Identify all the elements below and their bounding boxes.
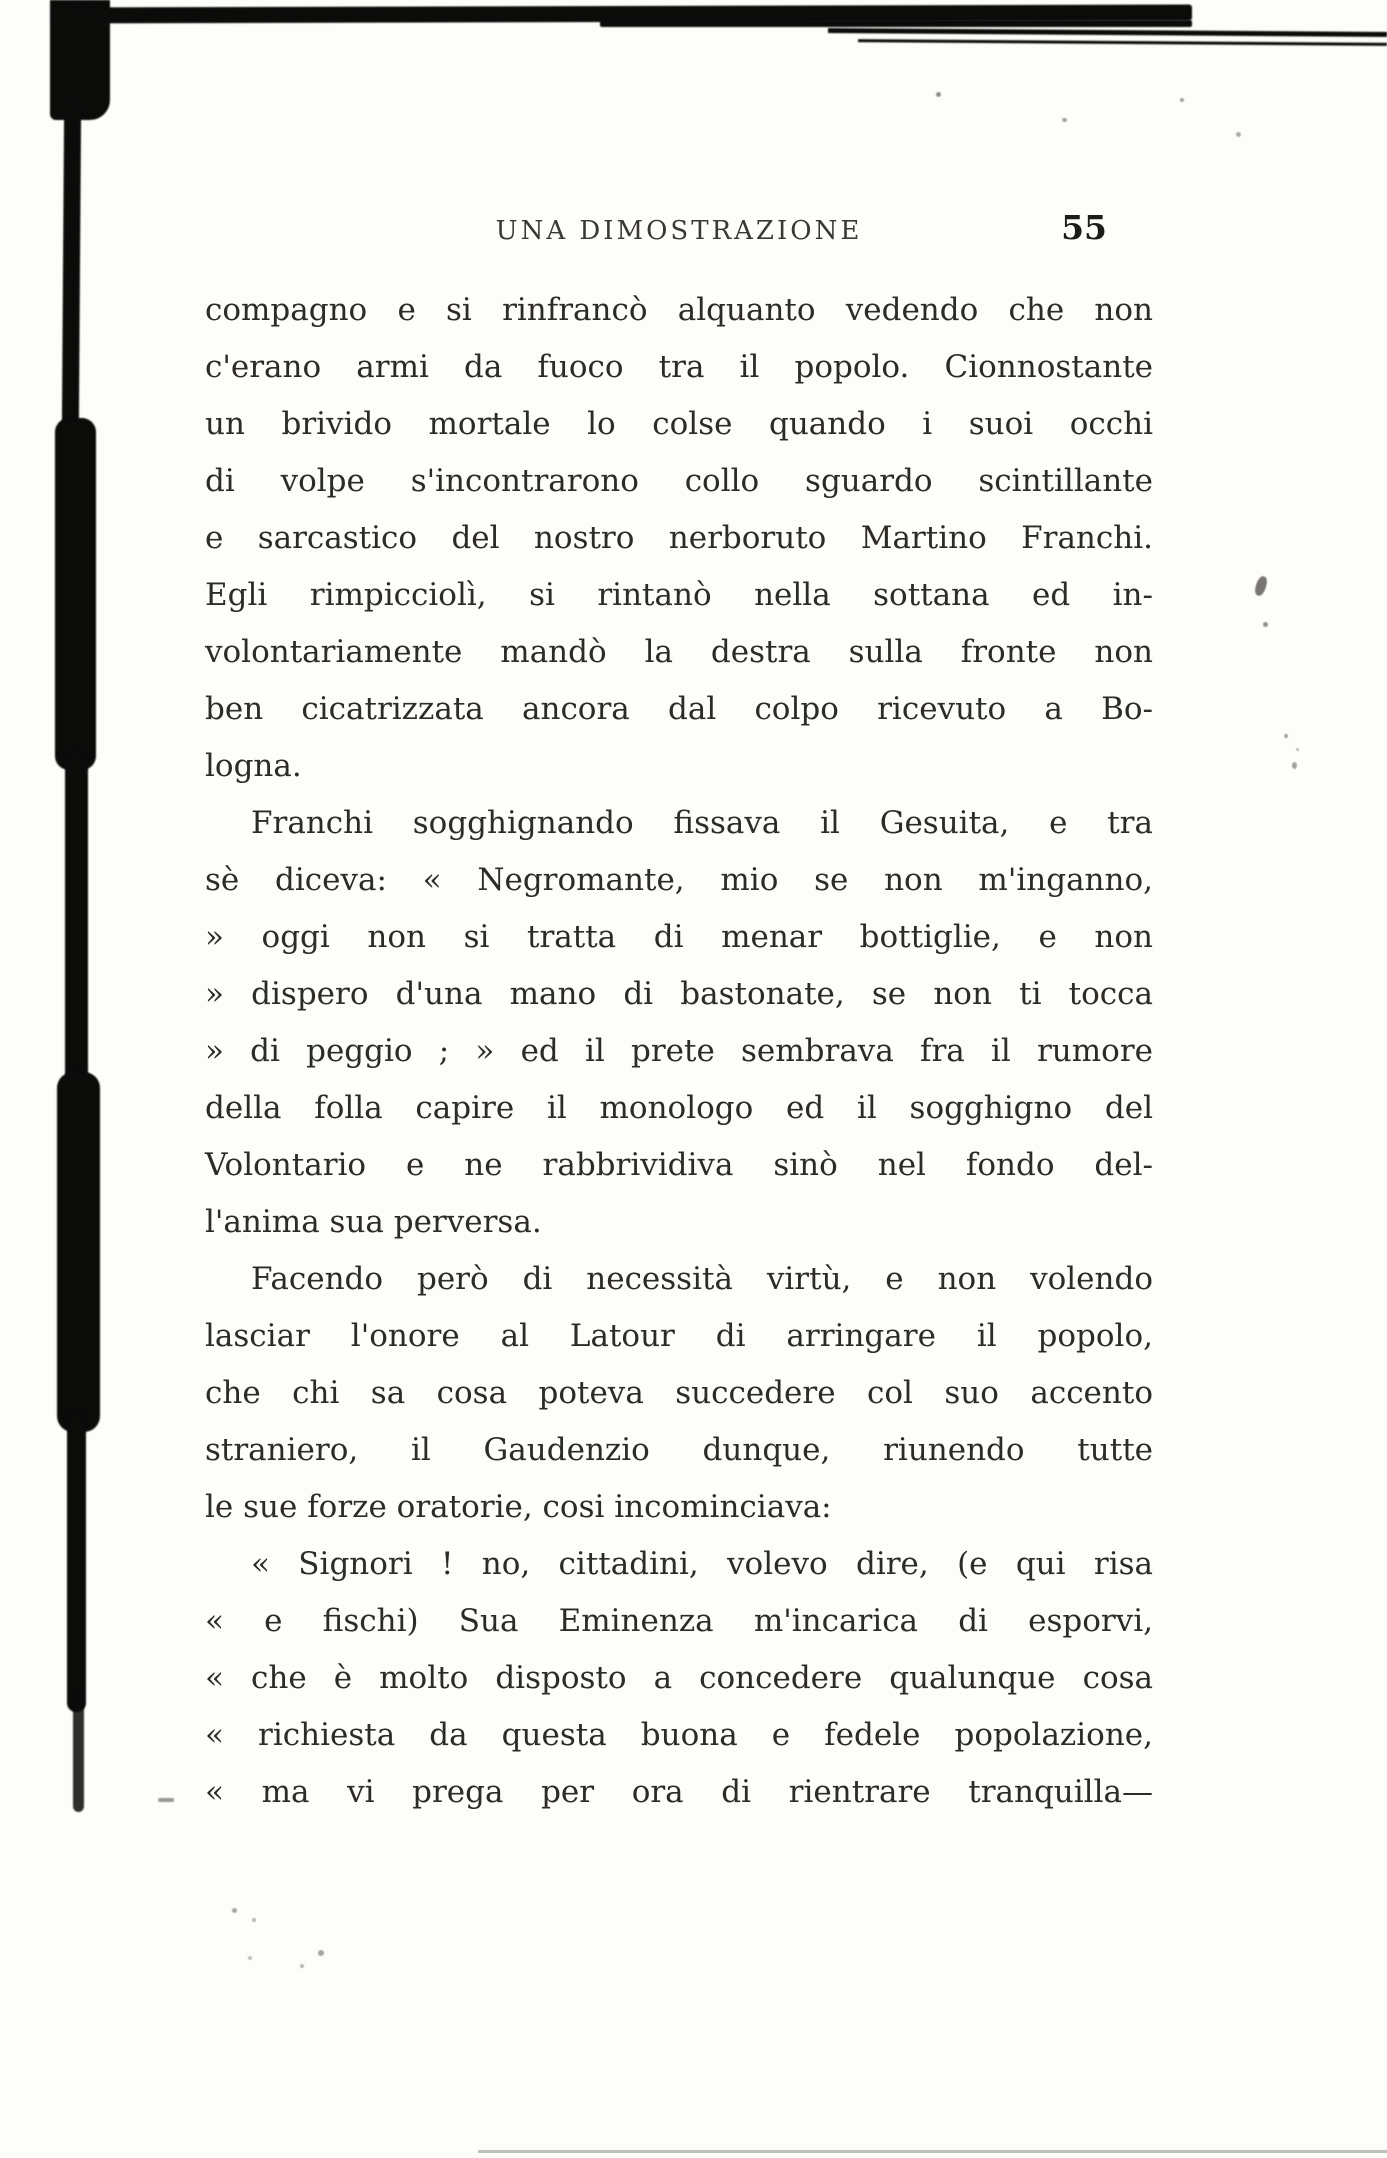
- text-line: Egli rimpicciolì, si rintanò nella sottana ed in-: [205, 577, 1153, 613]
- ink-speck: [318, 1950, 324, 1956]
- scan-edge-artifact: [55, 418, 96, 770]
- chapter-running-title: UNA DIMOSTRAZIONE: [495, 216, 863, 246]
- text-line: lasciar l'onore al Latour di arringare il popolo,: [205, 1318, 1153, 1354]
- scan-edge-artifact: [62, 102, 81, 432]
- running-header: [205, 208, 1153, 247]
- paragraph: [205, 1536, 1153, 1821]
- text-line: « e fischi) Sua Eminenza m'incarica di esporvi,: [205, 1603, 1153, 1639]
- text-line: » dispero d'una mano di bastonate, se non ti tocca: [205, 976, 1153, 1012]
- text-line: ben cicatrizzata ancora dal colpo ricevuto a Bo-: [205, 691, 1153, 727]
- scan-edge-artifact: [65, 752, 88, 1088]
- text-line: logna.: [205, 748, 302, 784]
- scan-edge-artifact: [73, 1692, 84, 1812]
- text-line: e sarcastico del nostro nerboruto Martino Franchi.: [205, 520, 1153, 556]
- text-line: straniero, il Gaudenzio dunque, riunendo tutte: [205, 1432, 1153, 1468]
- text-line: l'anima sua perversa.: [205, 1204, 542, 1240]
- ink-speck: [252, 1918, 256, 1922]
- text-line: un brivido mortale lo colse quando i suoi occhi: [205, 406, 1153, 442]
- text-line: Franchi sogghignando fissava il Gesuita, e tra: [251, 805, 1153, 841]
- text-line: « che è molto disposto a concedere qualunque cosa: [205, 1660, 1153, 1696]
- text-line: compagno e si rinfrancò alquanto vedendo che non: [205, 292, 1153, 328]
- text-line: che chi sa cosa poteva succedere col suo accento: [205, 1375, 1153, 1411]
- text-line: Facendo però di necessità virtù, e non volendo: [251, 1261, 1153, 1297]
- ink-speck: [158, 1798, 174, 1802]
- page-number: 55: [1061, 208, 1107, 247]
- scan-edge-artifact: [57, 1072, 100, 1432]
- ink-speck: [1236, 132, 1241, 137]
- text-line: le sue forze oratorie, cosi incominciava:: [205, 1489, 832, 1525]
- ink-mark: [1253, 575, 1269, 597]
- text-line: « Signori ! no, cittadini, volevo dire, (e qui risa: [251, 1546, 1153, 1582]
- ink-speck: [300, 1964, 304, 1968]
- text-block: [205, 282, 1153, 1821]
- text-line: « ma vi prega per ora di rientrare tranquilla—: [205, 1774, 1153, 1810]
- text-line: » di peggio ; » ed il prete sembrava fra il rumore: [205, 1033, 1153, 1069]
- paragraph: [205, 1251, 1153, 1536]
- scan-top-line: [858, 39, 1387, 46]
- scan-edge-artifact: [67, 1412, 86, 1712]
- text-line: » oggi non si tratta di menar bottiglie, e non: [205, 919, 1153, 955]
- ink-speck: [1180, 98, 1184, 102]
- text-line: sè diceva: « Negromante, mio se non m'inganno,: [205, 862, 1153, 898]
- text-line: Volontario e ne rabbrividiva sinò nel fondo del-: [205, 1147, 1153, 1183]
- scan-top-line: [828, 28, 1387, 37]
- ink-speck: [1284, 734, 1288, 738]
- text-line: volontariamente mandò la destra sulla fronte non: [205, 634, 1153, 670]
- paragraph: [205, 795, 1153, 1251]
- text-line: « richiesta da questa buona e fedele popolazione,: [205, 1717, 1153, 1753]
- ink-speck: [232, 1908, 237, 1913]
- text-line: c'erano armi da fuoco tra il popolo. Cionnostante: [205, 349, 1153, 385]
- text-line: di volpe s'incontrarono collo sguardo scintillante: [205, 463, 1153, 499]
- ink-speck: [936, 92, 941, 97]
- ink-speck: [1263, 622, 1268, 627]
- scan-top-bar: [600, 20, 1192, 27]
- ink-speck: [1062, 118, 1067, 122]
- paragraph: [205, 282, 1153, 795]
- ink-speck: [1296, 748, 1299, 751]
- ink-speck: [1292, 762, 1297, 769]
- scan-bottom-line: [478, 2150, 1387, 2153]
- ink-speck: [248, 1956, 252, 1960]
- text-line: della folla capire il monologo ed il sogghigno del: [205, 1090, 1153, 1126]
